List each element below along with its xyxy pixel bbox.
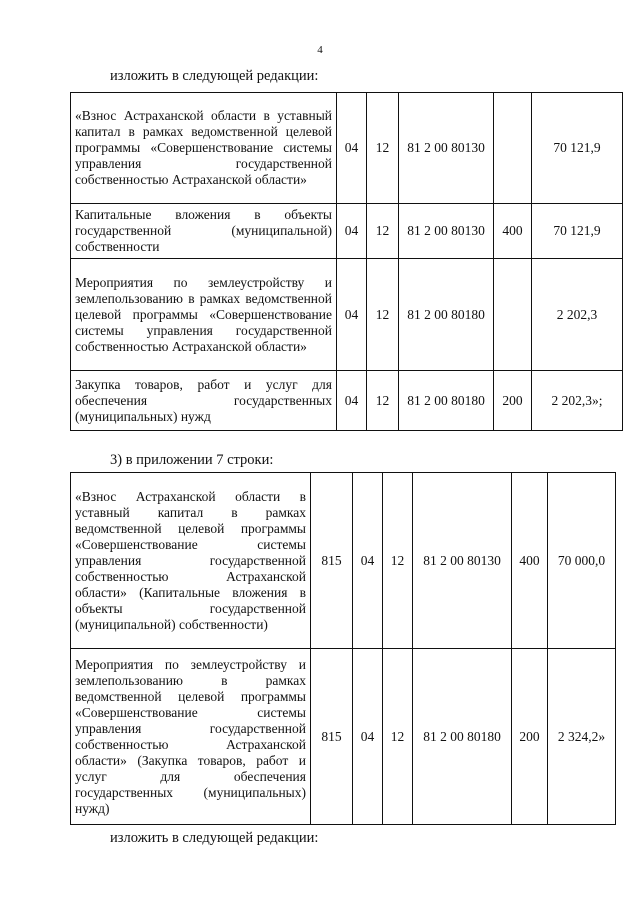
department-code: 815 — [311, 649, 353, 825]
table-row — [71, 473, 616, 649]
row-description: «Взнос Астраханской области в уставный капитал в рамках ведомственной целевой программы «Совершенствование системы управления государственной собственностью Астраханской области» (Капитальные вложения в объекты государственной (муниципальной) собственности) — [71, 473, 311, 649]
target-article-code: 81 2 00 80130 — [399, 204, 494, 259]
expense-type-code: 200 — [494, 371, 532, 431]
target-article-code: 81 2 00 80180 — [413, 649, 512, 825]
row-description: Мероприятия по землеустройству и землепользованию в рамках ведомственной целевой программы «Совершенствование системы управления государственной собственностью Астраханской области» — [71, 259, 337, 371]
intro-line-edit: изложить в следующей редакции: — [110, 68, 319, 84]
row-description: Закупка товаров, работ и услуг для обеспечения государственных (муниципальных) нужд — [71, 371, 337, 431]
amount: 2 202,3»; — [532, 371, 623, 431]
table-row — [71, 204, 623, 259]
subsection-code: 12 — [367, 371, 399, 431]
table-appendix-6 — [70, 92, 623, 431]
row-description: «Взнос Астраханской области в уставный капитал в рамках ведомственной целевой программы «Совершенствование системы управления государственной собственностью Астраханской области» — [71, 93, 337, 204]
table-row — [71, 93, 623, 204]
amount: 70 121,9 — [532, 204, 623, 259]
expense-type-code: 200 — [512, 649, 548, 825]
target-article-code: 81 2 00 80180 — [399, 259, 494, 371]
row-description: Мероприятия по землеустройству и землепользованию в рамках ведомственной целевой программы «Совершенствование системы управления государственной собственностью Астраханской области» (Закупка товаров, работ и услуг для обеспечения государственных (муниципальных) нужд) — [71, 649, 311, 825]
target-article-code: 81 2 00 80180 — [399, 371, 494, 431]
section-code: 04 — [337, 259, 367, 371]
subsection-code: 12 — [383, 473, 413, 649]
expense-type-code: 400 — [512, 473, 548, 649]
row-description: Капитальные вложения в объекты государственной (муниципальной) собственности — [71, 204, 337, 259]
amount: 70 121,9 — [532, 93, 623, 204]
section-code: 04 — [337, 371, 367, 431]
appendix-7-line: 3) в приложении 7 строки: — [110, 452, 274, 468]
table-row — [71, 649, 616, 825]
table-row — [71, 259, 623, 371]
page-number: 4 — [317, 44, 323, 56]
expense-type-code — [494, 93, 532, 204]
expense-type-code — [494, 259, 532, 371]
subsection-code: 12 — [367, 93, 399, 204]
amount: 2 324,2» — [548, 649, 616, 825]
amount: 2 202,3 — [532, 259, 623, 371]
subsection-code: 12 — [367, 259, 399, 371]
section-code: 04 — [353, 649, 383, 825]
section-code: 04 — [337, 204, 367, 259]
expense-type-code: 400 — [494, 204, 532, 259]
section-code: 04 — [337, 93, 367, 204]
target-article-code: 81 2 00 80130 — [399, 93, 494, 204]
table-appendix-7 — [70, 472, 616, 825]
table-row — [71, 371, 623, 431]
subsection-code: 12 — [367, 204, 399, 259]
amount: 70 000,0 — [548, 473, 616, 649]
target-article-code: 81 2 00 80130 — [413, 473, 512, 649]
closing-line-edit: изложить в следующей редакции: — [110, 830, 319, 846]
department-code: 815 — [311, 473, 353, 649]
section-code: 04 — [353, 473, 383, 649]
subsection-code: 12 — [383, 649, 413, 825]
